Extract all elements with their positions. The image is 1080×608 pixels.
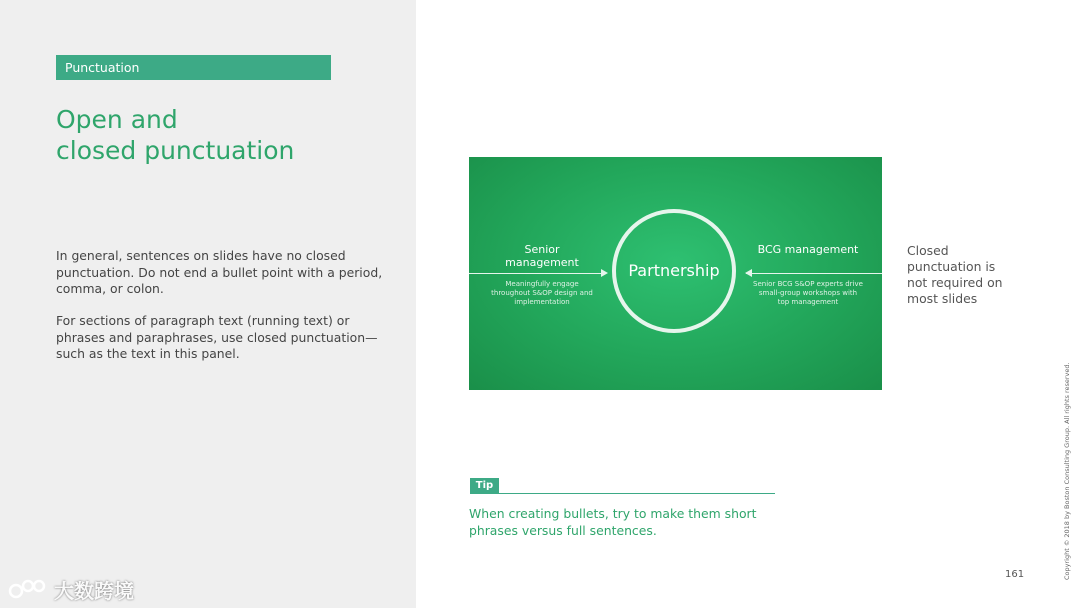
watermark-text: 大数跨境 xyxy=(54,579,134,603)
page-title xyxy=(56,104,294,166)
bcg-management-heading: BCG management xyxy=(757,243,859,256)
right-arrowhead-icon xyxy=(601,269,608,277)
body-paragraph-1: In general, sentences on slides have no closed punctuation. Do not end a bullet point with a period, comma, or colon. xyxy=(56,248,383,296)
tip-divider xyxy=(470,493,775,494)
watermark-logo-icon xyxy=(8,577,50,603)
page-title-line-2: closed punctuation xyxy=(56,136,295,165)
watermark xyxy=(8,575,134,604)
side-note: Closed punctuation is not required on most slides xyxy=(907,243,1003,306)
tip-text: When creating bullets, try to make them short phrases versus full sentences. xyxy=(469,506,757,538)
bcg-management-text: Senior BCG S&OP experts drive small-group workshops with top management xyxy=(753,280,863,306)
senior-management-heading: Senior management xyxy=(505,243,579,269)
section-label: Punctuation xyxy=(56,55,331,80)
page-title-line-1: Open and xyxy=(56,105,178,134)
tip-label: Tip xyxy=(470,478,499,493)
left-panel xyxy=(0,0,416,608)
body-paragraph-2: For sections of paragraph text (running text) or phrases and paraphrases, use closed punctuation—such as the text in this panel. xyxy=(56,313,378,361)
right-arrow-line xyxy=(746,273,882,274)
copyright: Copyright © 2018 by Boston Consulting Group. All rights reserved. xyxy=(1063,362,1071,580)
partnership-label: Partnership xyxy=(628,261,720,280)
senior-management-text: Meaningfully engage throughout S&OP design and implementation xyxy=(491,280,593,306)
left-arrowhead-icon xyxy=(745,269,752,277)
left-arrow-line xyxy=(469,273,603,274)
page-number: 161 xyxy=(1005,569,1025,580)
example-slide xyxy=(469,157,882,390)
